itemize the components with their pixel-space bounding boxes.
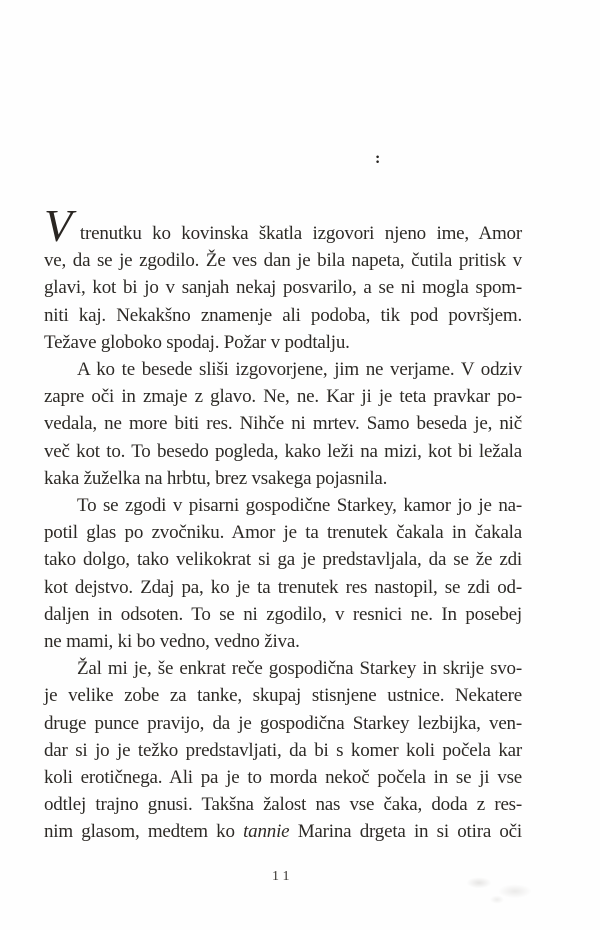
text-line: glavi, kot bi jo v sanjah nekaj posvarilo, a se ni mogla spom- — [44, 277, 522, 299]
text-line: A ko te besede sliši izgovorjene, jim ne verjame. V odziv — [77, 359, 522, 381]
text-line: kot dejstvo. Zdaj pa, ko je ta trenutek res nastopil, se zdi od- — [44, 576, 522, 598]
page-number: 11 — [272, 869, 294, 884]
paragraph — [44, 356, 522, 492]
text-line: ne mami, ki bo vedno, vedno živa. — [44, 631, 300, 653]
text-line: druge punce pravijo, da je gospodična Starkey lezbijka, ven- — [44, 712, 522, 734]
scan-smudge — [452, 866, 542, 908]
text-line: potil glas po zvočniku. Amor je ta trenutek čakala in čakala — [44, 522, 522, 544]
text-line: kaka žuželka na hrbtu, brez vsakega pojasnila. — [44, 467, 388, 489]
text-line: tako dolgo, tako velikokrat si ga je predstavljala, da se že zdi — [44, 549, 522, 571]
section-mark: : — [375, 150, 381, 167]
text-line: To se zgodi v pisarni gospodične Starkey, kamor jo je na- — [77, 495, 522, 517]
text-line: Težave globoko spodaj. Požar v podtalju. — [44, 331, 350, 353]
text-line: dar si jo je težko predstavljati, da bi s komer koli počela kar — [44, 739, 522, 761]
text-line: je velike zobe za tanke, skupaj stisnjene ustnice. Nekatere — [44, 685, 522, 707]
text-line: Vtrenutku ko kovinska škatla izgovori njeno ime, Amor — [44, 200, 522, 251]
text-line: odtlej trajno gnusi. Takšna žalost nas vse čaka, doda z res- — [44, 794, 522, 816]
text-line: zapre oči in zmaje z glavo. Ne, ne. Kar ji je teta pravkar po- — [44, 386, 522, 408]
text-line: vedala, ne more biti res. Nihče ni mrtev. Samo beseda je, nič — [44, 413, 522, 435]
text-line: ve, da se je zgodilo. Že ves dan je bila napeta, čutila pritisk v — [44, 250, 522, 272]
text-line: več kot to. To besedo pogleda, kako leži na mizi, kot bi ležala — [44, 440, 522, 462]
text-line: nim glasom, medtem ko tannie Marina drgeta in si otira oči — [44, 821, 522, 843]
text-line: koli erotičnega. Ali pa je to morda nekoč počela in se ji vse — [44, 767, 522, 789]
drop-cap: V — [44, 200, 72, 251]
paragraph — [44, 492, 522, 655]
paragraph — [44, 200, 522, 356]
text-block — [44, 200, 522, 846]
text-line: Žal mi je, še enkrat reče gospodična Starkey in skrije svo- — [77, 658, 522, 680]
italic-word: tannie — [243, 821, 290, 843]
text-line: daljen in odsoten. To se ni zgodilo, v resnici ne. In posebej — [44, 603, 522, 625]
paragraph — [44, 655, 522, 845]
text-line: niti kaj. Nekakšno znamenje ali podoba, tik pod površjem. — [44, 304, 522, 326]
